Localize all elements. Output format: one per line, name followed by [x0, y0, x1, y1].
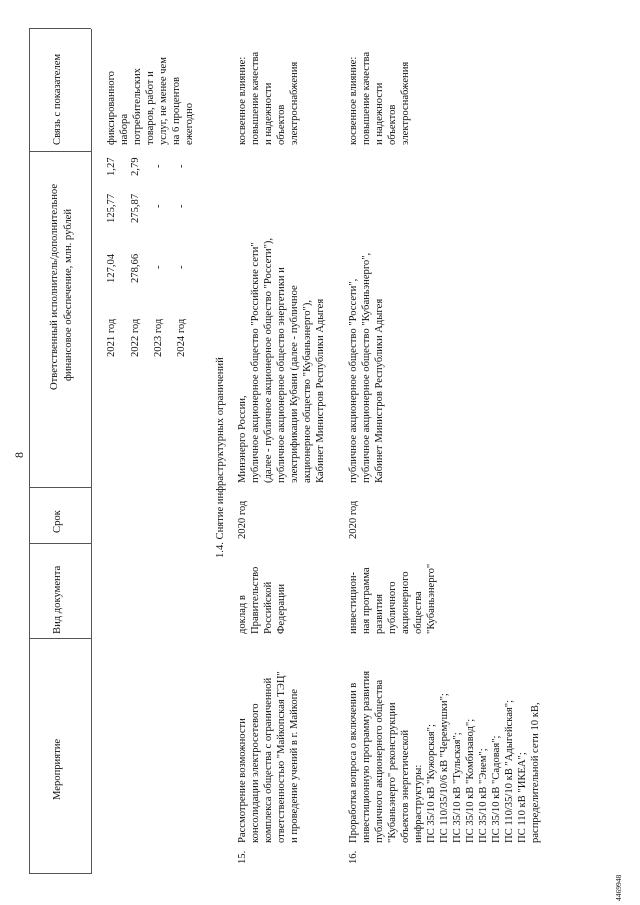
header-bottom-border — [91, 29, 92, 874]
header-link: Связь с показателем — [52, 53, 63, 145]
row16-measure-12: ПС 110/35/10 кВ "Адыгейская"; — [504, 699, 515, 843]
row15-link-4: электроснабжения — [289, 61, 300, 145]
val-c1-2021: 127,04 — [106, 253, 117, 283]
row15-measure-4: и проведение учений в г. Майкопе — [289, 688, 300, 843]
val-c1-2024: - — [176, 265, 187, 269]
top-link-5: на 6 процентов — [171, 76, 182, 145]
row16-resp-0: публичное акционерное общество "Россети", — [348, 278, 359, 483]
row15-term: 2020 год — [237, 500, 248, 539]
row16-measure-10: ПС 35/10 кВ "Энем"; — [478, 748, 489, 843]
row16-resp-2: Кабинет Министров Республики Адыгея — [374, 298, 385, 483]
row16-doc-4: акционерного — [400, 571, 411, 634]
row15-resp-1: публичное акционерное общество "Российские сети" — [250, 242, 261, 483]
row15-doc-2: Российской — [263, 581, 274, 634]
row16-measure-13: ПС 110 кВ "ИКЕА"; — [517, 752, 528, 843]
val-c1-2022: 278,66 — [130, 253, 141, 283]
val-c2-2023: - — [153, 204, 164, 208]
row16-measure-14: распределительной сети 10 кВ, — [530, 702, 541, 843]
val-c2-2021: 125,77 — [106, 193, 117, 223]
val-c2-2022: 275,87 — [130, 193, 141, 223]
col-border — [29, 638, 91, 639]
row15-link-2: и надежности — [263, 82, 274, 145]
row16-measure-11: ПС 35/10 кВ "Садовая"; — [491, 735, 502, 843]
section-title: 1.4. Снятие инфраструктурных ограничений — [215, 357, 226, 558]
year-2021: 2021 год — [106, 318, 117, 357]
row15-link-3: объектов — [276, 104, 287, 145]
top-link-3: товаров, работ и — [145, 71, 156, 145]
row15-measure-3: ответственностью "Майкопская ТЭЦ" — [276, 671, 287, 843]
row16-measure-7: ПС 110/35/10/6 кВ "Черемушки"; — [439, 693, 450, 843]
top-link-2: потребительских — [132, 68, 143, 145]
row15-link-1: повышение качества — [250, 51, 261, 145]
row16-doc-2: развития — [374, 593, 385, 634]
row16-measure-0: Проработка вопроса о включении в — [348, 682, 359, 843]
row15-measure-2: комплекса общества с ограниченной — [263, 677, 274, 843]
row16-term: 2020 год — [348, 500, 359, 539]
top-link-1: набора — [119, 113, 130, 145]
col-border — [29, 873, 91, 874]
row15-measure-1: консолидации электросетевого — [250, 703, 261, 843]
year-2023: 2023 год — [153, 318, 164, 357]
page-number: 8 — [12, 452, 26, 458]
val-c1-2023: - — [153, 265, 164, 269]
row15-resp-5: акционерное общество "Кубаньэнерго"), — [302, 299, 313, 483]
row16-measure-1: инвестиционную программу развития — [361, 670, 372, 843]
row16-num: 16. — [348, 850, 359, 864]
row16-doc-0: инвестицион- — [348, 571, 359, 634]
top-link-6: ежегодно — [184, 102, 195, 145]
row15-resp-4: электрификации Кубани (далее - публичное — [289, 285, 300, 483]
row16-link-4: электроснабжения — [400, 61, 411, 145]
row16-link-2: и надежности — [374, 82, 385, 145]
col-border — [29, 487, 91, 488]
col-border — [29, 543, 91, 544]
year-2024: 2024 год — [176, 318, 187, 357]
val-c3-2022: 2,79 — [130, 157, 141, 176]
header-term: Срок — [52, 510, 63, 533]
row15-doc-1: Правительство — [250, 566, 261, 634]
year-2022: 2022 год — [130, 318, 141, 357]
row15-resp-6: Кабинет Министров Республики Адыгея — [315, 298, 326, 483]
row15-resp-2: (далее - публичное акционерное общество "Россети"), — [263, 237, 274, 483]
row15-doc-0: доклад в — [237, 595, 248, 634]
header-doc-type: Вид документа — [52, 565, 63, 634]
row16-measure-4: объектов энергетической — [400, 729, 411, 843]
row15-num: 15. — [237, 850, 248, 864]
col-border — [29, 151, 91, 152]
row16-link-0: косвенное влияние: — [348, 56, 359, 145]
row16-resp-1: публичное акционерное общество "Кубаньэнерго", — [361, 252, 372, 483]
row15-resp-3: публичное акционерное общество энергетики и — [276, 267, 287, 483]
header-measure: Мероприятие — [52, 738, 63, 800]
footer-code: 4469948 — [614, 874, 623, 901]
val-c2-2024: - — [176, 204, 187, 208]
val-c3-2023: - — [153, 164, 164, 168]
row16-link-1: повышение качества — [361, 51, 372, 145]
row16-doc-1: ная программа — [361, 567, 372, 634]
row16-measure-3: "Кубаньэнерго" реконструкции — [387, 702, 398, 843]
table-top-border — [29, 29, 30, 874]
row16-link-3: объектов — [387, 104, 398, 145]
val-c3-2021: 1,27 — [106, 157, 117, 176]
col-border — [29, 28, 91, 29]
row16-measure-8: ПС 35/10 кВ "Тульская"; — [452, 732, 463, 843]
top-link-4: услуг, не менее чем — [158, 57, 169, 145]
row16-doc-5: общества — [413, 591, 424, 634]
row16-measure-9: ПС 35/10 кВ "Комбизавод"; — [465, 718, 476, 843]
top-link-0: фиксированного — [106, 71, 117, 145]
row15-resp-0: Минэнерго России, — [237, 395, 248, 483]
val-c3-2024: - — [176, 164, 187, 168]
row15-measure-0: Рассмотрение возможности — [237, 718, 248, 843]
row16-measure-5: инфраструктуры: — [413, 764, 424, 843]
row15-doc-3: Федерации — [276, 583, 287, 634]
header-responsible-1: Ответственный исполнитель/дополнительное — [49, 183, 60, 390]
row16-doc-3: публичного — [387, 581, 398, 634]
header-responsible-2: финансовое обеспечение, млн. рублей — [63, 208, 74, 381]
row16-measure-2: публичного акционерного общества — [374, 679, 385, 843]
row16-measure-6: ПС 35/10 кВ "Кужорская"; — [426, 724, 437, 843]
row16-doc-6: "Кубаньэнерго" — [426, 563, 437, 634]
row15-link-0: косвенное влияние: — [237, 56, 248, 145]
